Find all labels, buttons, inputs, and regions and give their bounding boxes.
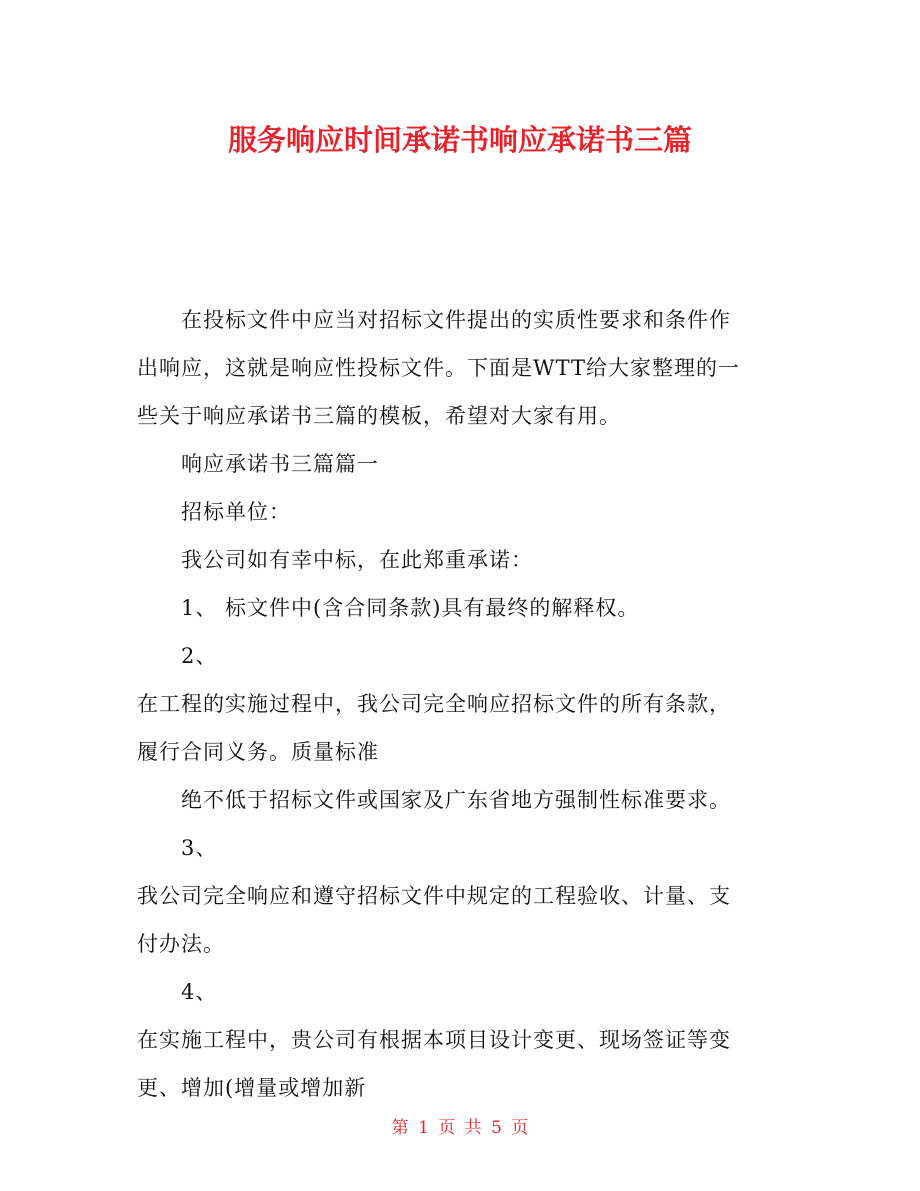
paragraph-line: 付办法。 [137,932,225,956]
page-footer: 第 1 页 共 5 页 [391,1118,529,1138]
document-title: 服务响应时间承诺书响应承诺书三篇 [227,123,692,157]
paragraph-line: 出响应，这就是响应性投标文件。下面是WTT给大家整理的一 [137,356,740,380]
paragraph-line: 我公司如有幸中标，在此郑重承诺： [181,548,533,572]
paragraph-line: 4、 [181,980,218,1004]
paragraph-line: 些关于响应承诺书三篇的模板，希望对大家有用。 [137,404,621,428]
paragraph-line: 2、 [181,644,218,668]
paragraph-line: 响应承诺书三篇篇一 [181,452,379,476]
paragraph-line: 在投标文件中应当对招标文件提出的实质性要求和条件作 [181,308,731,332]
document-body [137,296,785,1112]
paragraph-line: 招标单位： [181,500,291,524]
paragraph-line: 3、 [181,836,218,860]
paragraph-line: 在工程的实施过程中，我公司完全响应招标文件的所有条款， [137,692,731,716]
paragraph-line: 绝不低于招标文件或国家及广东省地方强制性标准要求。 [181,788,731,812]
paragraph-line: 1、 标文件中(含合同条款)具有最终的解释权。 [181,596,640,620]
paragraph-line: 在实施工程中，贵公司有根据本项目设计变更、现场签证等变 [137,1028,731,1052]
paragraph-line: 我公司完全响应和遵守招标文件中规定的工程验收、计量、支 [137,884,731,908]
paragraph-line: 履行合同义务。质量标准 [137,740,379,764]
paragraph-line: 更、增加(增量或增加新 [137,1076,367,1100]
